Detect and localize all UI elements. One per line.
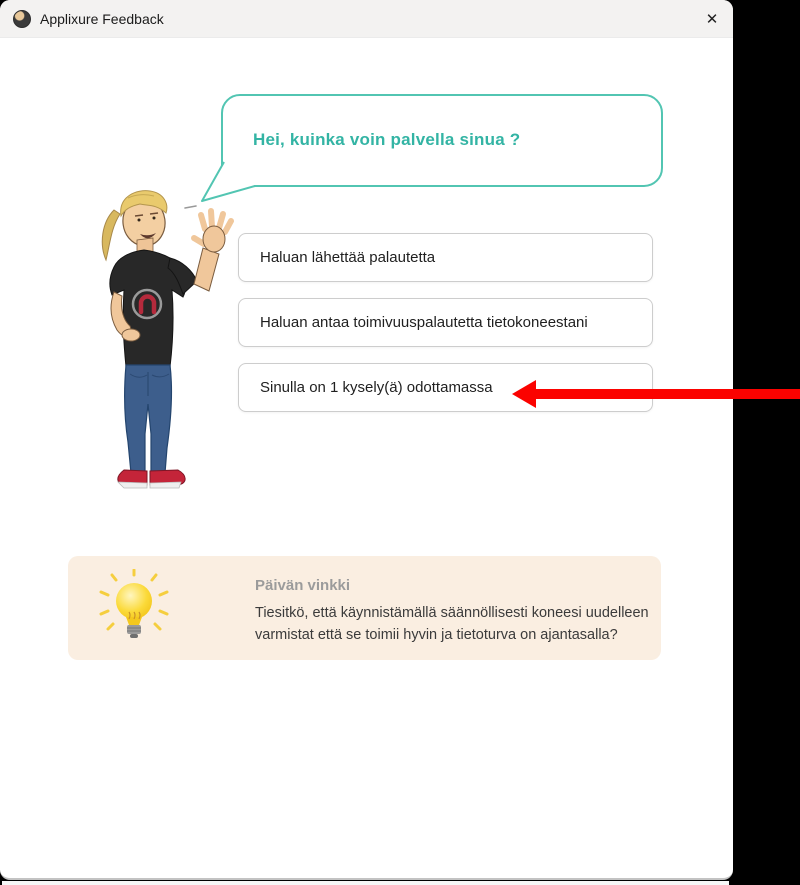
send-feedback-button[interactable]: Haluan lähettää palautetta xyxy=(238,233,653,282)
annotation-arrow-head xyxy=(512,380,536,408)
tip-body: Tiesitkö, että käynnistämällä säännöllisesti koneesi uudelleen varmistat että se toimii hyvin ja tietoturva on ajantasalla? xyxy=(255,605,649,643)
speech-bubble xyxy=(195,88,665,218)
app-icon xyxy=(13,10,31,28)
lightbulb-icon xyxy=(96,569,172,647)
annotation-arrow-shaft xyxy=(534,389,800,399)
window-title: Applixure Feedback xyxy=(40,10,164,27)
window-bottom-edge xyxy=(2,881,729,885)
title-bar xyxy=(0,0,733,38)
tip-of-the-day-panel xyxy=(68,556,661,660)
mascot-illustration xyxy=(52,182,242,492)
close-icon[interactable]: ✕ xyxy=(697,4,727,34)
tip-title: Päivän vinkki xyxy=(255,577,351,594)
pending-survey-button[interactable]: Sinulla on 1 kysely(ä) odottamassa xyxy=(238,363,653,412)
functionality-feedback-button[interactable]: Haluan antaa toimivuuspalautetta tietokoneestani xyxy=(238,298,653,347)
greeting-text: Hei, kuinka voin palvella sinua ? xyxy=(253,130,521,149)
